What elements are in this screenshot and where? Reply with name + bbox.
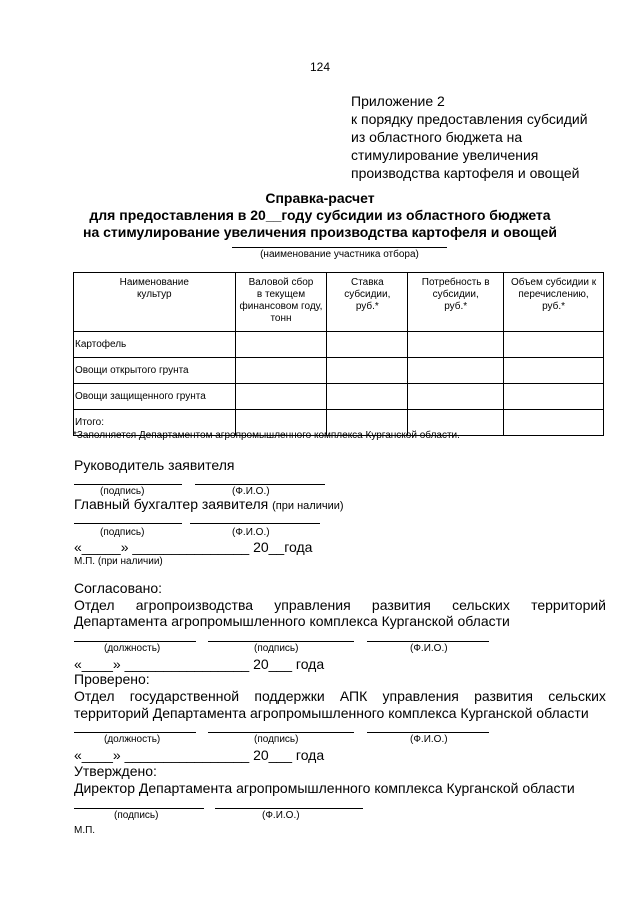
document-title — [0, 190, 640, 241]
table-cell[interactable] — [408, 332, 504, 358]
name-line — [367, 732, 489, 733]
name-line — [195, 484, 325, 485]
crop-name: Картофель — [74, 332, 236, 358]
table-cell[interactable] — [235, 384, 327, 410]
table-cell[interactable] — [327, 358, 408, 384]
signature-line — [74, 523, 182, 524]
stamp-place: М.П. — [74, 825, 96, 836]
table-header: Потребность в субсидии, руб.* — [408, 273, 504, 332]
table-header: Объем субсидии к перечислению, руб.* — [504, 273, 604, 332]
name-line — [215, 808, 363, 809]
agreed-label: Согласовано: — [74, 580, 163, 596]
signature-line — [74, 484, 182, 485]
crop-name: Овощи открытого грунта — [74, 358, 236, 384]
position-line — [74, 641, 196, 642]
participant-caption: (наименование участника отбора) — [260, 249, 419, 260]
title-line: на стимулирование увеличения производства картофеля и овощей — [82, 224, 557, 240]
appendix-line: Приложение 2 — [351, 93, 445, 109]
table-cell[interactable] — [235, 358, 327, 384]
appendix-line: стимулирование увеличения — [351, 147, 539, 163]
checked-line-2: территорий Департамента агропромышленного комплекса Курганской области — [74, 705, 589, 721]
applicant-head-label: Руководитель заявителя — [74, 457, 235, 473]
stamp-place: М.П. (при наличии) — [74, 556, 163, 567]
table-cell[interactable] — [327, 384, 408, 410]
approved-line: Директор Департамента агропромышленного комплекса Курганской области — [74, 780, 575, 796]
table-cell[interactable] — [504, 358, 604, 384]
signature-line — [74, 808, 204, 809]
table-header: Валовой сбор в текущем финансовом году, тонн — [235, 273, 327, 332]
date-line: «____» ________________ 20___ года — [74, 747, 325, 763]
name-caption: (Ф.И.О.) — [410, 734, 448, 745]
page-number: 124 — [309, 60, 331, 74]
table-header-row — [74, 273, 604, 332]
date-line: «____» ________________ 20___ года — [74, 656, 325, 672]
signature-line — [208, 641, 354, 642]
appendix-line: к порядку предоставления субсидий — [351, 111, 588, 127]
title-line: Справка-расчет — [265, 190, 375, 206]
signature-caption: (подпись) — [100, 486, 145, 497]
position-caption: (должность) — [104, 734, 161, 745]
table-cell[interactable] — [327, 332, 408, 358]
table-row — [74, 384, 604, 410]
checked-line-1: Отдел государственной поддержки АПК управления развития сельских — [74, 688, 606, 704]
name-caption: (Ф.И.О.) — [410, 643, 448, 654]
name-caption: (Ф.И.О.) — [232, 486, 270, 497]
title-line: для предоставления в 20__году субсидии из областного бюджета — [89, 207, 551, 223]
crop-name: Овощи защищенного грунта — [74, 384, 236, 410]
signature-line — [208, 732, 354, 733]
table-cell[interactable] — [408, 358, 504, 384]
table-cell[interactable] — [504, 410, 604, 436]
appendix-line: из областного бюджета на — [351, 129, 523, 145]
table-row — [74, 358, 604, 384]
agreed-line-1: Отдел агропроизводства управления развития сельских территорий — [74, 597, 606, 613]
name-caption: (Ф.И.О.) — [232, 527, 270, 538]
participant-underline — [232, 247, 447, 248]
calculation-table — [73, 272, 604, 436]
date-line: «_____» _______________ 20__года — [74, 539, 313, 555]
table-header: Ставка субсидии, руб.* — [327, 273, 408, 332]
table-cell[interactable] — [504, 384, 604, 410]
appendix-header — [351, 92, 588, 182]
name-caption: (Ф.И.О.) — [262, 810, 300, 821]
position-caption: (должность) — [104, 643, 161, 654]
checked-label: Проверено: — [74, 671, 150, 687]
signature-caption: (подпись) — [100, 527, 145, 538]
agreed-line-2: Департамента агропромышленного комплекса Курганской области — [74, 613, 510, 629]
table-cell[interactable] — [408, 384, 504, 410]
table-cell[interactable] — [235, 332, 327, 358]
position-line — [74, 732, 196, 733]
table-footnote: *Заполняется Департаментом агропромышленного комплекса Курганской области. — [73, 430, 460, 441]
table-cell[interactable] — [504, 332, 604, 358]
table-header: Наименование культур — [74, 273, 236, 332]
signature-caption: (подпись) — [254, 643, 299, 654]
table-row — [74, 332, 604, 358]
signature-caption: (подпись) — [114, 810, 159, 821]
name-line — [190, 523, 320, 524]
accountant-label: Главный бухгалтер заявителя (при наличии) — [74, 496, 344, 512]
appendix-line: производства картофеля и овощей — [351, 165, 580, 181]
approved-label: Утверждено: — [74, 763, 157, 779]
total-label: Итого: — [74, 410, 236, 436]
name-line — [367, 641, 489, 642]
signature-caption: (подпись) — [254, 734, 299, 745]
